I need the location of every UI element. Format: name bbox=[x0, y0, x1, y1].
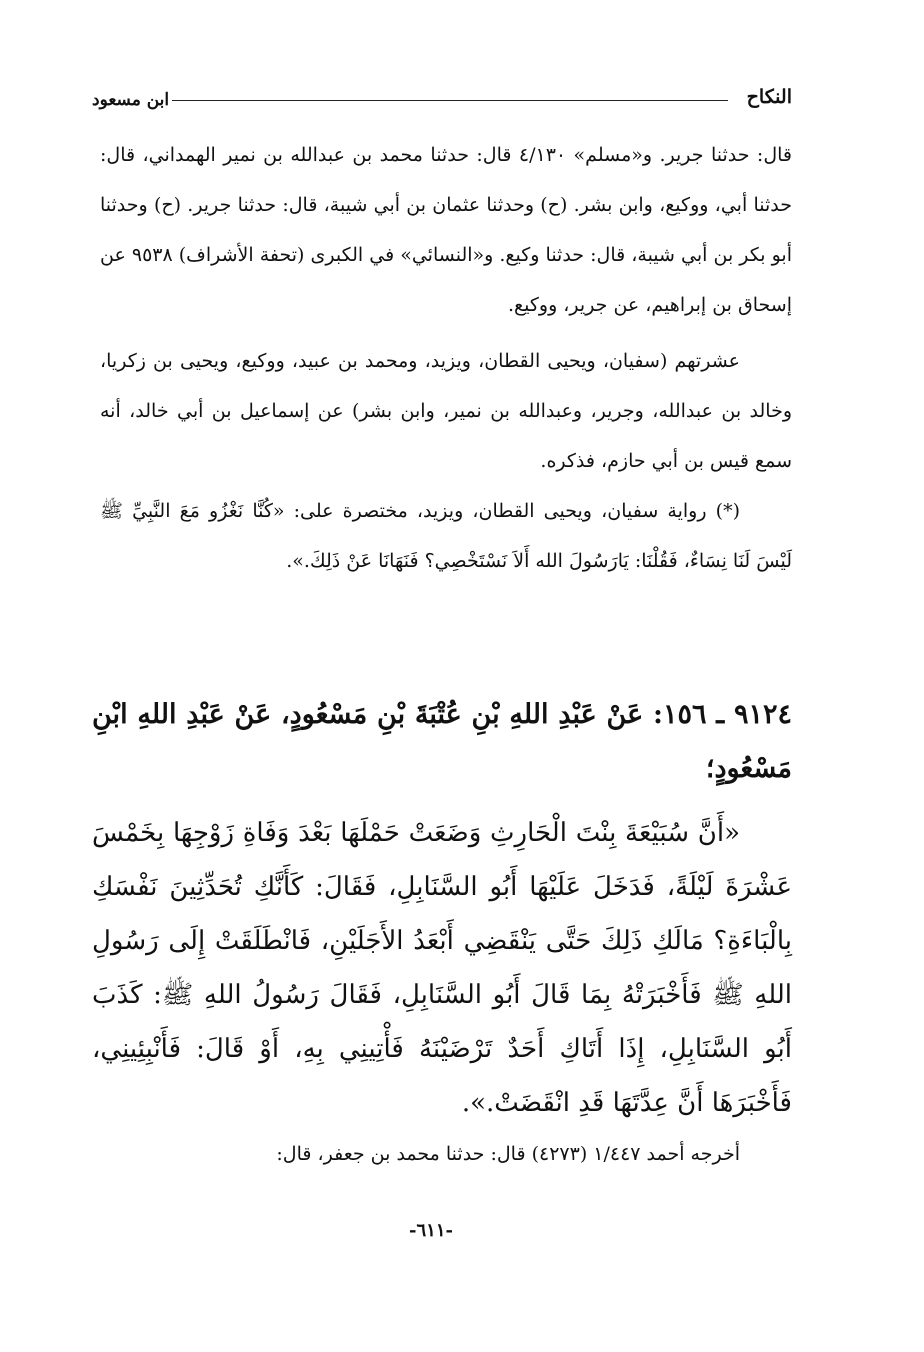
hadith-text: «أَنَّ سُبَيْعَةَ بِنْتَ الْحَارِثِ وَضَعَتْ حَمْلَهَا بَعْدَ وَفَاةِ زَوْجِهَا بِخَمْسَ عَشْرَةَ لَيْلَةً، فَدَخَلَ عَلَيْهَا أَبُو السَّنَابِلِ، فَقَالَ: كَأَنَّكِ تُحَدِّثِينَ نَفْسَكِ بِالْبَاءَةِ؟ مَالَكِ ذَلِكَ حَتَّى يَنْقَضِي أَبْعَدُ الأَجَلَيْنِ، فَانْطَلَقَتْ إِلَى رَسُولِ اللهِ ﷺ فَأَخْبَرَتْهُ بِمَا قَالَ أَبُو السَّنَابِلِ، فَقَالَ رَسُولُ اللهِ ﷺ: كَذَبَ أَبُو السَّنَابِلِ، إِذَا أَتَاكِ أَحَدٌ تَرْضَيْنَهُ فَأْتِينِي بِهِ، أَوْ قَالَ: فَأَنْبِئِينِي، فَأَخْبَرَهَا أَنَّ عِدَّتَهَا قَدِ انْقَضَتْ.». bbox=[92, 818, 792, 1118]
footnote-paragraph: (*) رواية سفيان، ويحيى القطان، ويزيد، مختصرة على: «كُنَّا نَغْزُو مَعَ النَّبِيِّ ﷺ لَيْسَ لَنَا نِسَاءٌ، فَقُلْنَا: يَارَسُولَ الله أَلاَ نَسْتَخْصِي؟ فَنَهَانَا عَنْ ذَلِكَ.». bbox=[100, 500, 792, 572]
book-title: النكاح bbox=[746, 86, 792, 108]
takhrij-text: أخرجه أحمد ١/٤٤٧ (٤٢٧٣) قال: حدثنا محمد بن جعفر، قال: bbox=[276, 1143, 740, 1165]
hadith-title: ٩١٢٤ ـ ١٥٦: عَنْ عَبْدِ اللهِ بْنِ عُتْبَةَ بْنِ مَسْعُودٍ، عَنْ عَبْدِ اللهِ ابْنِ مَسْعُودٍ؛ bbox=[92, 699, 792, 784]
header-rule bbox=[172, 100, 728, 101]
notes-paragraph: عشرتهم (سفيان، ويحيى القطان، ويزيد، ومحمد بن عبيد، ووكيع، ويحيى بن زكريا، وخالد بن عبدالله، وجرير، وعبدالله بن نمير، وابن بشر) عن إسماعيل بن أبي خالد، أنه سمع قيس بن أبي حازم، فذكره. bbox=[100, 350, 792, 472]
section-title: ابن مسعود bbox=[92, 90, 170, 110]
previous-hadith-notes bbox=[100, 130, 792, 586]
running-header bbox=[92, 86, 792, 116]
page-number: -٦١١- bbox=[409, 1220, 453, 1241]
hadith-section bbox=[92, 688, 792, 1130]
notes-paragraph: قال: حدثنا جرير. و«مسلم» ٤/١٣٠ قال: حدثنا محمد بن عبدالله بن نمير الهمداني، قال: حدثنا أبي، ووكيع، وابن بشر. (ح) وحدثنا عثمان بن أبي شيبة، قال: حدثنا جرير. (ح) وحدثنا أبو بكر بن أبي شيبة، قال: حدثنا وكيع. و«النسائي» في الكبرى (تحفة الأشراف) ٩٥٣٨ عن إسحاق بن إبراهيم، عن جرير، ووكيع. bbox=[100, 144, 792, 316]
